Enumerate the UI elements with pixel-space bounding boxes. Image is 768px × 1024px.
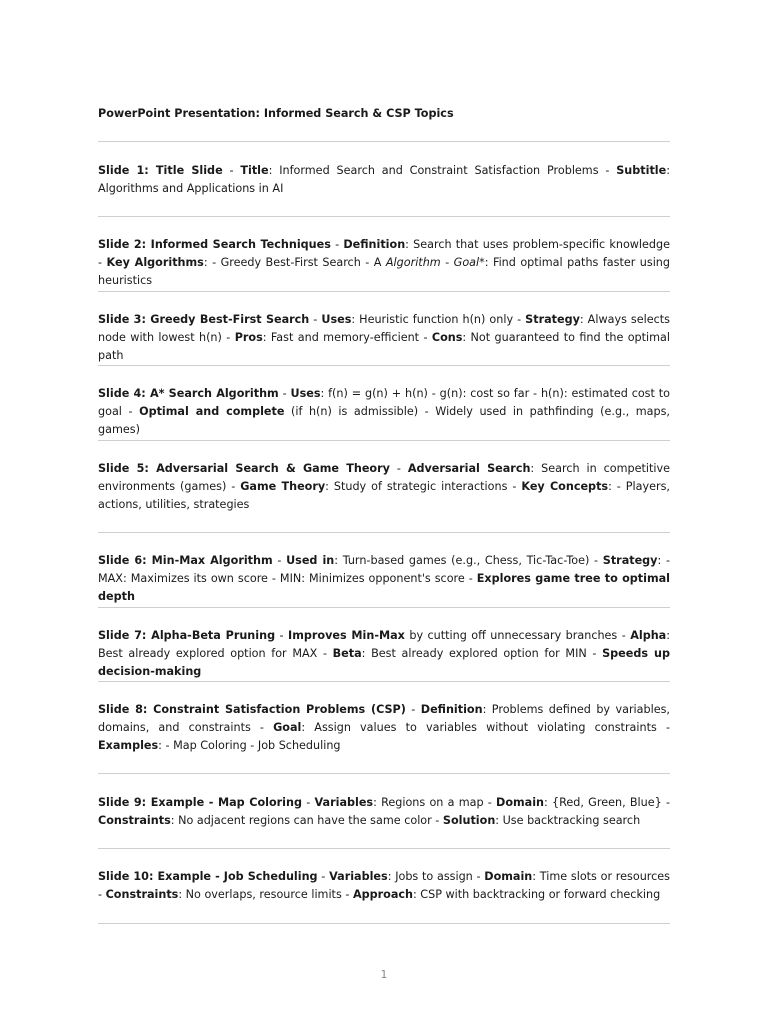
bold-text: Approach [352,887,413,901]
divider [98,365,670,366]
slide-3-entry [98,311,670,364]
bold-text: Slide 6: Min-Max Algorithm [98,554,273,567]
bold-text: Pros [234,330,263,344]
bold-text: Speeds up decision-making [98,646,670,678]
divider [98,141,670,142]
body-text: : - Map Coloring - Job Scheduling [158,738,341,752]
divider [98,440,670,441]
body-text: : Use backtracking search [495,813,641,827]
bold-text: Game Theory [240,479,326,493]
divider [98,216,670,217]
divider [98,848,670,849]
body-text: *: Find optimal paths faster using heuristics [98,255,671,287]
bold-text: Title [240,164,269,177]
slide-7-entry [98,627,670,680]
body-text: - [275,629,289,642]
body-text: : Problems defined by variables, domains, and constraints - [98,703,670,734]
bold-text: Key Algorithms [106,255,204,269]
slide-6-entry [98,552,670,605]
bold-text: Variables [314,796,374,809]
bold-text: Slide 3: Greedy Best-First Search [98,313,310,326]
body-text: : {Red, Green, Blue} - [544,796,670,809]
body-text: - [317,870,330,883]
bold-text: Subtitle [616,164,667,177]
bold-text: Constraints [105,887,179,901]
body-text: - [330,238,344,251]
body-text: by cutting off unnecessary branches - [404,629,631,642]
bold-text: Cons [431,330,463,344]
body-text: : Algorithms and Applications in AI [98,164,670,195]
body-text: : f(n) = g(n) + h(n) - g(n): cost so far - h(n): estimated cost to goal - [98,387,670,418]
bold-text: Key Concepts [521,479,609,493]
body-text: : Study of strategic interactions - [325,479,522,493]
bold-text: Slide 2: Informed Search Techniques [98,238,331,251]
body-text: : Search in competitive environments (games) - [98,462,670,493]
bold-text: Slide 7: Alpha-Beta Pruning [98,629,276,642]
bold-text: Explores game tree to optimal depth [98,571,670,603]
body-text: : - Players, actions, utilities, strategies [98,479,670,511]
bold-text: Strategy [602,554,658,567]
body-text: - [278,387,291,400]
bold-text: Used in [286,554,335,567]
body-text: - [302,796,315,809]
body-text: : Best already explored option for MAX - [98,629,671,660]
body-text: : Regions on a map - [373,796,497,809]
body-text: : Turn-based games (e.g., Chess, Tic-Tac-Toe) - [334,554,603,567]
divider [98,773,670,774]
body-text: : Search that uses problem-specific knowledge - [98,238,671,269]
divider [98,291,670,292]
bold-text: Uses [290,387,321,400]
bold-text: Variables [329,870,388,883]
bold-text: Slide 8: Constraint Satisfaction Problems (CSP) [98,703,406,716]
body-text: : Heuristic function h(n) only - [351,313,526,326]
bold-text: Examples [98,738,159,752]
body-text: : Fast and memory-efficient - [262,330,432,344]
body-text: : - Greedy Best-First Search - A [203,255,386,269]
bold-text: Slide 10: Example - Job Scheduling [98,870,318,883]
body-text: : Informed Search and Constraint Satisfaction Problems - [268,164,617,177]
bold-text: Slide 1: Title Slide [98,164,223,177]
body-text: : No adjacent regions can have the same color - [170,813,443,827]
bold-text: Alpha [630,629,667,642]
slide-1-entry [98,162,670,198]
body-text: : Jobs to assign - [387,870,485,883]
slide-4-entry [98,385,670,438]
bold-text: Constraints [98,813,171,827]
bold-text: Solution [442,813,496,827]
body-text: - [389,462,408,475]
bold-text: Adversarial Search [407,462,531,475]
bold-text: Improves Min-Max [288,629,405,642]
body-text: - [222,164,241,177]
slide-2-entry [98,236,670,289]
bold-text: Definition [420,703,483,716]
body-text: : Assign values to variables without violating constraints - [301,720,670,734]
body-text: (if h(n) is admissible) - Widely used in pathfinding (e.g., maps, games) [98,404,670,436]
bold-text: Goal [273,720,302,734]
body-text: : CSP with backtracking or forward checking [412,887,661,901]
body-text: : Always selects node with lowest h(n) - [98,313,670,344]
bold-text: Domain [496,796,545,809]
body-text: - [272,554,287,567]
body-text: : Time slots or resources - [98,870,670,901]
body-text: - [405,703,421,716]
bold-text: Beta [332,646,362,660]
divider [98,681,670,682]
document-title: PowerPoint Presentation: Informed Search & CSP Topics [98,107,454,120]
slide-10-entry [98,868,670,904]
bold-text: Uses [321,313,352,326]
body-text: : - MAX: Maximizes its own score - MIN: Minimizes opponent's score - [98,554,670,585]
bold-text: Slide 9: Example - Map Coloring [98,796,302,809]
slide-8-entry [98,701,670,754]
bold-text: Slide 4: A* Search Algorithm [98,387,279,400]
bold-text: Slide 5: Adversarial Search & Game Theory [98,462,390,475]
body-text: : Not guaranteed to find the optimal path [98,330,671,362]
page-number: 1 [380,969,388,981]
body-text: - [309,313,322,326]
slide-9-entry [98,794,670,830]
divider [98,532,670,533]
bold-text: Optimal and complete [139,404,285,418]
bold-text: Domain [484,870,533,883]
divider [98,923,670,924]
bold-text: Definition [343,238,406,251]
body-text: : Best already explored option for MIN - [361,646,603,660]
italic-text: Algorithm - Goal [385,255,480,269]
divider [98,607,670,608]
body-text: : No overlaps, resource limits - [178,887,353,901]
slide-5-entry [98,460,670,513]
bold-text: Strategy [525,313,580,326]
